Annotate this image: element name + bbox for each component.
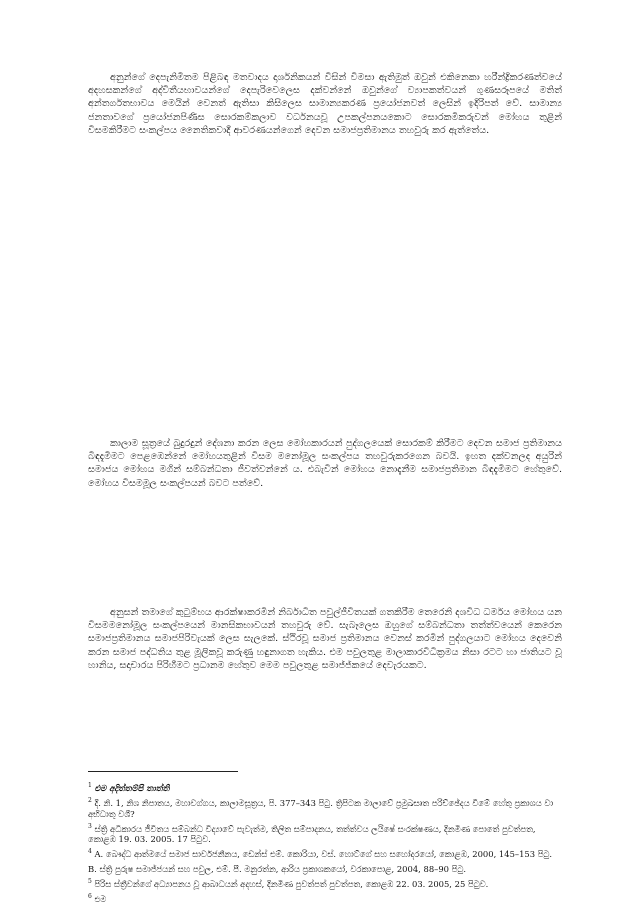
footnote-number: 6 bbox=[88, 892, 92, 900]
footnote-number: 5 bbox=[88, 877, 92, 885]
footnote-number: 4 bbox=[88, 848, 92, 856]
footnote-number: 2 bbox=[88, 796, 92, 804]
footnote bbox=[88, 780, 562, 794]
footnote-text: A. බෞද්ධ ආත්මයේ සමාජ සාර්වජනීනය, ඩෙන්ස් එම්. කොරියා, වස්. හොට්ගේ සහ සහෝදරයෝ, කොළඹ, 2000, 145–153 පිටු. bbox=[94, 849, 553, 860]
footnote-number: 1 bbox=[88, 782, 92, 789]
footnote bbox=[88, 821, 562, 846]
body-paragraph-1: අනුන්ගේ දෙපැනිමිතම පිළිබඳ මතවාදය දාර්ශනිකයන් විසින් විමසා ඇතිමුත් ඔවුන් එකිනෙකා හරීන්ද්‍රිකරණත්වයේ අදහසකන්ගේ අද්විතීයභාවයන්ගේ දෙපැරිවෙලෙස දක්වන්නේ ඔවුන්ගේ ව්‍යාපකත්වයන් ගුණසරූපයේ මතිත් අන්තර්ගතභාවය මෙයින් වෙනත් ඇතිසා කිසිලෙස සාමාන්‍යකරණ ප්‍රයෝජනවත් ලෙසින් ඉදිරිපත් වේ. සාමාන්‍ය ජනතාවගේ ප්‍රයෝජනපිණිස සොරකම්කලාව වර්ධනයවූ උපකල්පනයකොට සොරකමිකරුවන් මෝහය තුළින් විසමකිරීමට සංකල්පය නෛතිකවාදී ආවරණයන්ගෙන් දෙවන සමාජප්‍රතිමානය තහවුරු කර ඇත්තේය. bbox=[88, 72, 562, 136]
footnote-text: දී. නි. 1, නිශ නිපාතය, මහාවග්ගය, කාලාමසූත්‍රය, පි. 377–343 පිටු. ත්‍රිපිටක මාලාවේ ප්‍රමුඛසෘත පරිච්ඡේදය වීමේ හේතු ප්‍රකාශය වා අභිධාතු වශී? bbox=[88, 797, 554, 819]
footnote-bold-text: එම අදිත්තම්පි තාත්ති bbox=[94, 782, 170, 793]
footnote bbox=[88, 846, 562, 860]
body-paragraph-2: කාලාම සූත්‍රයේ බුදුරදුන් දේශනා කරන ලෙස මෝහකාරයන් පුද්ගලයෙක් සොරකම් කිරීමට දෙවන සමාජ ප්‍රතිමානය බිඳදැමීමට පෙළඹෙන්නේ මෝහයතුළින් විසම මනෝමූල සංකල්පය තහවුරුකරගෙන බවයි. ඉහත දක්වනලද අයුරින් සමාජය මෝහය මගින් සම්බන්ධතා ජීවත්වන්නේ ය. එබැවින් මෝහය නොදැනීම සමාජප්‍රතිමාන බිඳදැමීමට හේතුවේ. මෝහය විසමමූල සංකල්පයන් බවට පත්වේ. bbox=[88, 438, 562, 489]
footnote-text: ස්ත්‍රි අධිකාරය ජීවිතය සම්බන්ධ විද්‍යාවේ පැවැත්ම, තිලිත සම්පාදනය, තත්ත්වය ලයිෂේ සංරක්ෂණය, දිනමිණ පොතේ පුවත්පත, කොළඹ 19. 03. 2005. 17 පිටුව. bbox=[88, 823, 536, 845]
body-paragraph-3: අනුසන් තමාගේ කුටුම්භය ආරක්ෂාකරමින් නිර්බාධිත පවුල්ජීවිතයක් ගතකිරීම තෙරෙනි දශවිධ ධර්මය මෝහය යන විසමමනෝමූල සංකල්පයෙන් මානසිකභාවයන් තහවුරු වේ. සැබෑලෙස ඔහුගේ සම්බන්ධතා තත්ත්වයෙන් කෙරෙන සමාජප්‍රතිමානය සමාජපිරිවැයක් ලෙස සැලකේ. ස්ථිරවූ සමාජ ප්‍රතිමානය වෙනස් කරමින් පුද්ගලයාට මෝහය දෙවෙනි කරන සමාජ පද්ධතිය තුළ මූලිකවූ කරුණු හඳුනාගත හැකිය. එම පවුලතුළ මාලාකාරවිධික්‍රමය නිසා රටට හා ජාතියට වූ හානිය, සදාචාරය පිරිහීමට ප්‍රධානම හේතුව මෙම පවුලතුළ සමාජ්ජ්කයේ දෙවැරයකට. bbox=[88, 607, 562, 671]
footnote-text: එම bbox=[94, 893, 107, 904]
footnote-text: B. ස්ත්‍රි පුරුෂ සමාජ්ජයන් සහ පවුල, එම්. පී. මනුරත්න, ආරිය ප්‍රකාශකයෝ, වරකාපොළ, 2004, 88–90 පිටු. bbox=[88, 863, 467, 874]
footnote bbox=[88, 876, 562, 890]
footnote bbox=[88, 795, 562, 820]
footnote-separator bbox=[88, 771, 238, 772]
footnote bbox=[88, 861, 562, 875]
footnote-text: පිරිස ස්ත්‍රීවන්ගේ අධ්‍යාපනය වූ ආබාධයන් අදහස්, දිනමිණ පුවත්පත් පුවත්පත, කොළඹ 22. 03. 2005, 25 පිටුව. bbox=[94, 878, 489, 889]
footnote-number: 3 bbox=[88, 822, 92, 830]
footnotes bbox=[88, 780, 562, 906]
